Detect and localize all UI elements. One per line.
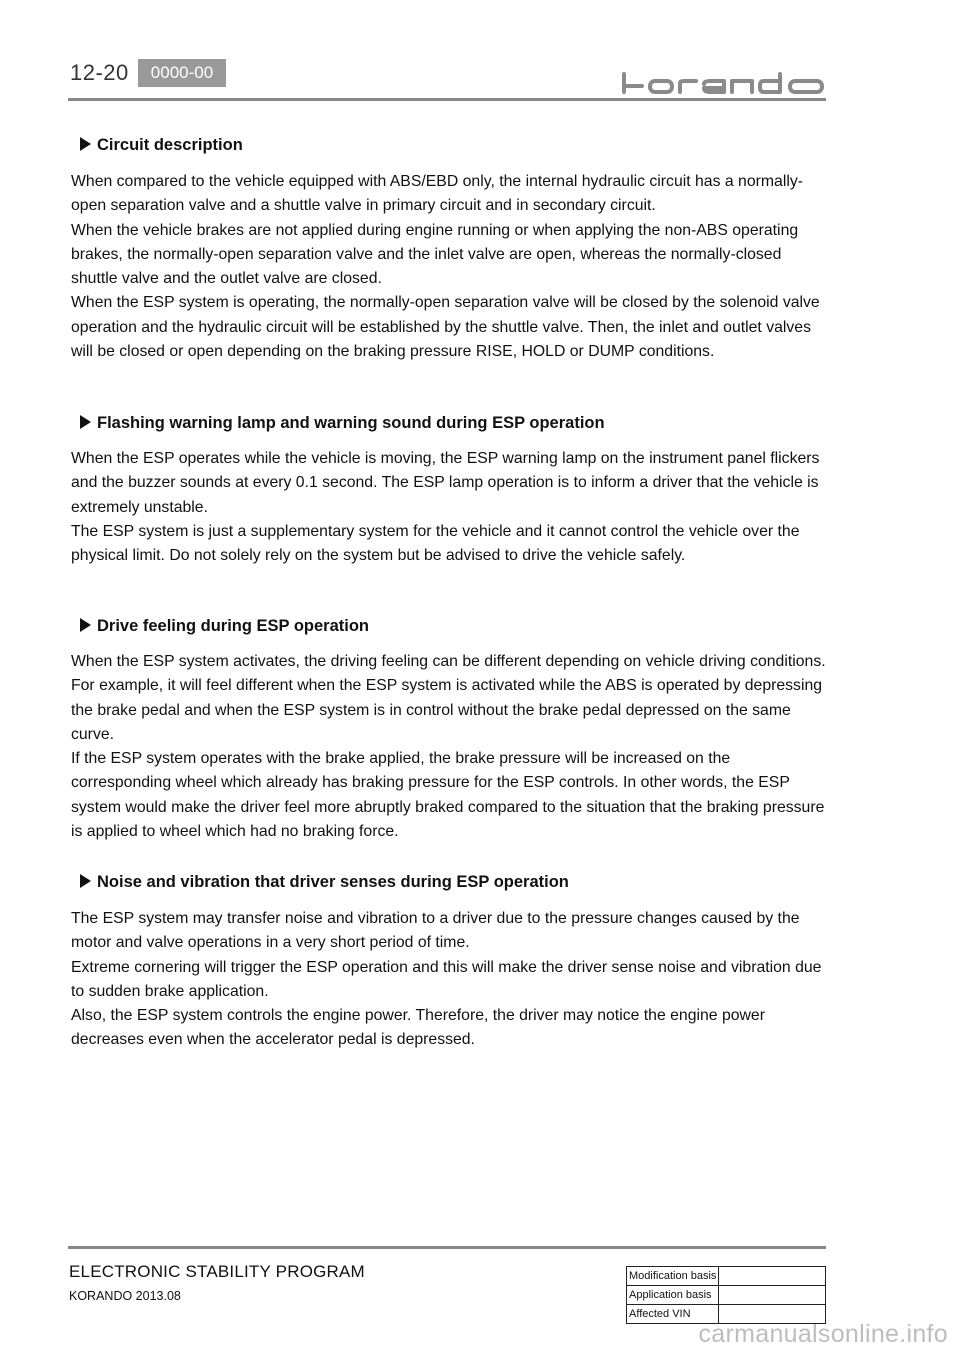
application-basis-label: Application basis <box>627 1286 719 1305</box>
footer-title: ELECTRONIC STABILITY PROGRAM <box>69 1262 365 1281</box>
footer-divider <box>68 1246 826 1249</box>
section-title: Circuit description <box>97 136 243 154</box>
section-heading-noise-vibration <box>80 873 569 892</box>
modification-basis-value <box>719 1267 826 1286</box>
modification-table <box>626 1266 826 1324</box>
paragraph: Extreme cornering will trigger the ESP operation and this will make the driver sense noise and vibration due to sudden brake application. <box>71 958 822 1000</box>
application-basis-value <box>719 1286 826 1305</box>
section-body-circuit-description <box>71 170 831 364</box>
page-number: 12-20 <box>70 60 129 85</box>
section-heading-drive-feeling <box>80 617 369 636</box>
paragraph: If the ESP system operates with the brake applied, the brake pressure will be increased on the corresponding wheel which already has braking pressure for the ESP controls. In other words, the ESP system would make the driver feel more abruptly braked compared to the situation that the braking pressure is applied to wheel which had no braking force. <box>71 750 825 841</box>
section-code-badge: 0000-00 <box>138 59 226 87</box>
korando-logo <box>620 72 830 94</box>
section-body-warning-lamp <box>71 447 831 568</box>
paragraph: The ESP system may transfer noise and vibration to a driver due to the pressure changes caused by the motor and valve operations in a very short period of time. <box>71 910 800 952</box>
paragraph: The ESP system is just a supplementary system for the vehicle and it cannot control the vehicle over the physical limit. Do not solely rely on the system but be advised to drive the vehicle safely. <box>71 522 800 565</box>
triangle-bullet-icon <box>80 618 91 632</box>
paragraph: When the ESP system is operating, the normally-open separation valve will be closed by the solenoid valve operation and the hydraulic circuit will be established by the shuttle valve. Then, the inlet and outlet valves will be closed or open depending on the braking pressure RISE, HOLD or DUMP conditions. <box>71 294 820 361</box>
section-body-drive-feeling <box>71 650 831 844</box>
triangle-bullet-icon <box>80 415 91 429</box>
header-divider <box>68 98 826 101</box>
table-row <box>627 1286 826 1305</box>
footer-subtitle: KORANDO 2013.08 <box>69 1289 181 1303</box>
triangle-bullet-icon <box>80 137 91 151</box>
paragraph: When compared to the vehicle equipped with ABS/EBD only, the internal hydraulic circuit has a normally-open separation valve and a shuttle valve in primary circuit and in secondary circuit. <box>71 173 804 215</box>
modification-basis-label: Modification basis <box>627 1267 719 1286</box>
affected-vin-label: Affected VIN <box>627 1305 719 1324</box>
section-body-noise-vibration <box>71 907 831 1053</box>
watermark: carmanualsonline.info <box>698 1320 948 1348</box>
paragraph: When the ESP operates while the vehicle is moving, the ESP warning lamp on the instrument panel flickers and the buzzer sounds at every 0.1 second. The ESP lamp operation is to inform a driver that the vehicle is extremely unstable. <box>71 450 820 516</box>
paragraph: Also, the ESP system controls the engine power. Therefore, the driver may notice the engine power decreases even when the accelerator pedal is depressed. <box>71 1007 765 1049</box>
triangle-bullet-icon <box>80 874 91 888</box>
section-title: Flashing warning lamp and warning sound during ESP operation <box>97 414 605 432</box>
table-row <box>627 1267 826 1286</box>
section-title: Noise and vibration that driver senses during ESP operation <box>97 873 569 891</box>
paragraph: When the ESP system activates, the driving feeling can be different depending on vehicle driving conditions. For example, it will feel different when the ESP system is activated while the ABS is operated by depressing the brake pedal and when the ESP system is in control without the brake pedal depressed on the same curve. <box>71 653 826 743</box>
paragraph: When the vehicle brakes are not applied during engine running or when applying the non-ABS operating brakes, the normally-open separation valve and the inlet valve are open, whereas the normally-closed shuttle valve and the outlet valve are closed. <box>71 221 799 288</box>
section-heading-warning-lamp <box>80 414 605 433</box>
section-title: Drive feeling during ESP operation <box>97 617 369 635</box>
section-heading-circuit-description <box>80 136 243 155</box>
